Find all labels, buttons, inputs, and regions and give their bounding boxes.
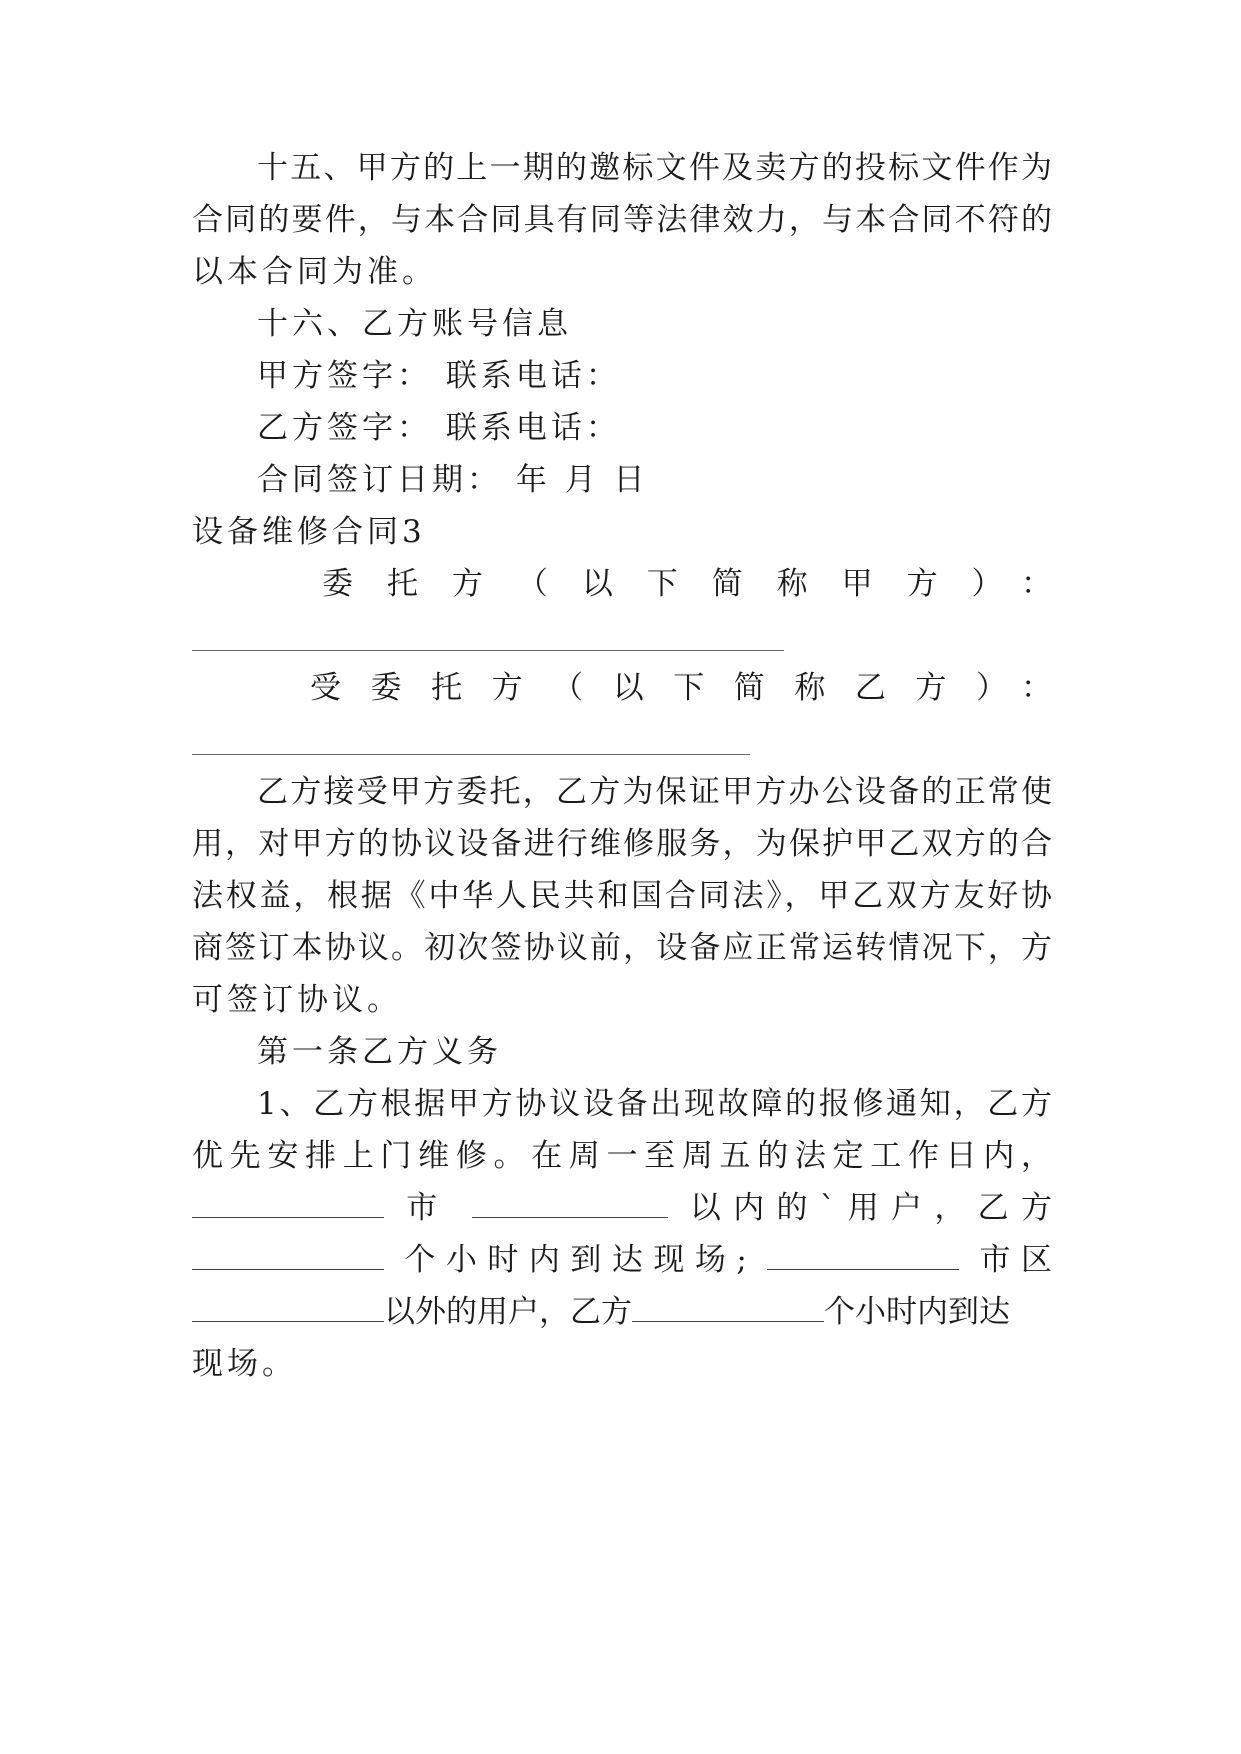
fill-blank bbox=[192, 1191, 384, 1218]
party-a-label: 委托方（以下简称甲方）： bbox=[322, 566, 1052, 602]
item-1-line-5 bbox=[192, 1292, 1052, 1332]
signing-date-line: 合同签订日期： 年 月 日 bbox=[257, 462, 649, 498]
item-1-line-5-text-a: 以外的用户，乙方 bbox=[384, 1294, 632, 1330]
fill-blank bbox=[767, 1243, 959, 1270]
intro-line-3: 法权益，根据《中华人民共和国合同法》，甲乙双方友好协 bbox=[192, 878, 1052, 914]
article-1-heading: 第一条乙方义务 bbox=[257, 1034, 502, 1070]
fill-blank bbox=[192, 1295, 384, 1322]
contract-title: 设备维修合同3 bbox=[192, 514, 426, 550]
item-1-line-4-text-a: 个小时内到达现场; bbox=[404, 1242, 747, 1278]
party-a-blank bbox=[192, 650, 784, 651]
intro-line-5: 可签订协议。 bbox=[192, 982, 402, 1018]
clause-15-line-3: 以本合同为准。 bbox=[192, 254, 437, 290]
item-1-line-2: 优先安排上门维修。在周一至周五的法定工作日内， bbox=[192, 1138, 1052, 1174]
item-1-line-3-text-a: 市 bbox=[406, 1190, 450, 1226]
fill-blank bbox=[192, 1243, 384, 1270]
item-1-line-1: 1、乙方根据甲方协议设备出现故障的报修通知，乙方 bbox=[257, 1086, 1052, 1122]
party-b-blank bbox=[192, 754, 750, 755]
fill-blank bbox=[472, 1191, 668, 1218]
party-b-label: 受委托方（以下简称乙方）： bbox=[310, 670, 1052, 706]
clause-15-line-2: 合同的要件，与本合同具有同等法律效力，与本合同不符的 bbox=[192, 202, 1052, 238]
intro-line-4: 商签订本协议。初次签协议前，设备应正常运转情况下，方 bbox=[192, 930, 1052, 966]
clause-15-line-1: 十五、甲方的上一期的邀标文件及卖方的投标文件作为 bbox=[257, 150, 1052, 186]
item-1-line-3-text-b: 以内的`用户，乙方 bbox=[689, 1190, 1053, 1226]
intro-line-1: 乙方接受甲方委托，乙方为保证甲方办公设备的正常使 bbox=[257, 774, 1052, 810]
item-1-line-5-text-b: 个小时内到达 bbox=[824, 1294, 1010, 1330]
party-b-signature-line: 乙方签字： 联系电话： bbox=[257, 410, 621, 446]
intro-line-2: 用，对甲方的协议设备进行维修服务，为保护甲乙双方的合 bbox=[192, 826, 1052, 862]
clause-16-heading: 十六、乙方账号信息 bbox=[257, 306, 572, 342]
item-1-line-3 bbox=[192, 1188, 1052, 1228]
fill-blank bbox=[632, 1295, 824, 1322]
item-1-line-4 bbox=[192, 1240, 1052, 1280]
item-1-line-4-text-b: 市区 bbox=[979, 1242, 1053, 1278]
item-1-line-6: 现场。 bbox=[192, 1346, 297, 1382]
party-a-signature-line: 甲方签字： 联系电话： bbox=[257, 358, 621, 394]
